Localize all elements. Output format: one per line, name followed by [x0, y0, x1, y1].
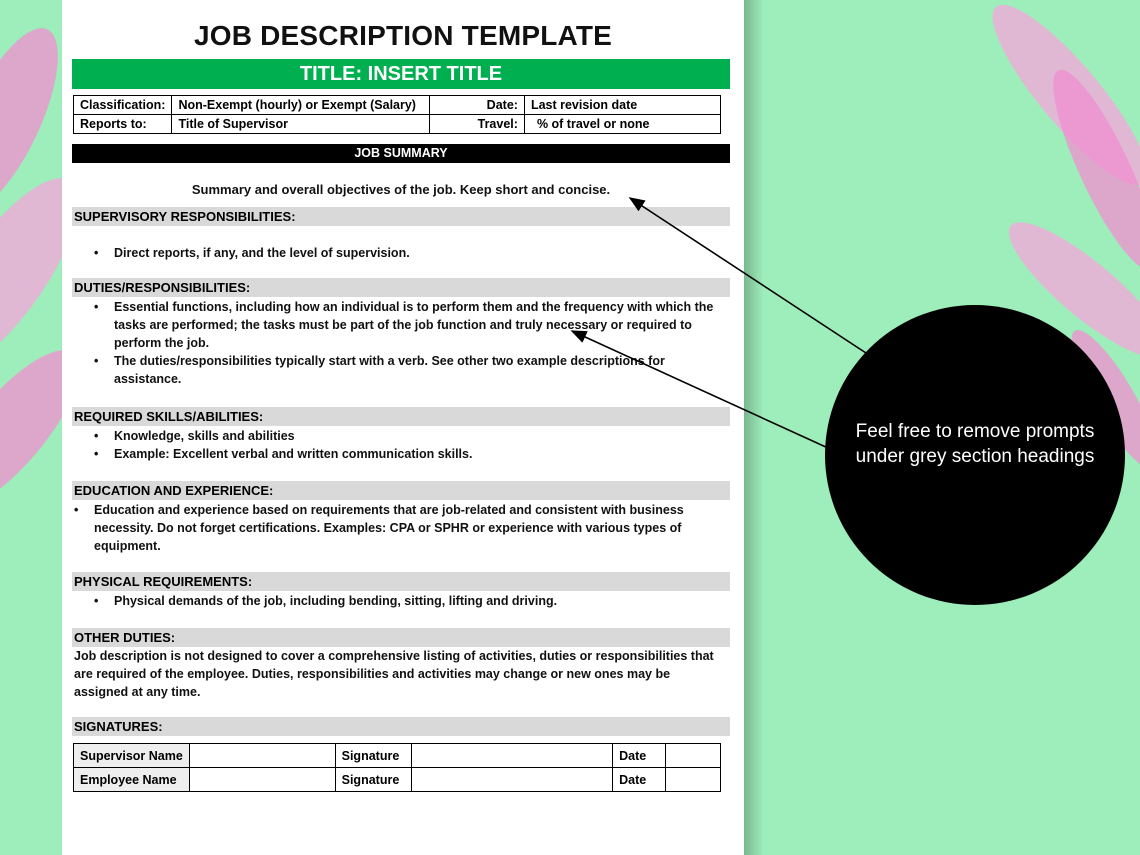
section-heading-physical: PHYSICAL REQUIREMENTS:: [72, 572, 730, 591]
travel-value[interactable]: % of travel or none: [524, 115, 720, 134]
bullet-icon: •: [94, 594, 99, 608]
bullet-icon: •: [94, 354, 99, 368]
date-label: Date:: [430, 96, 525, 115]
list-item-text: The duties/responsibilities typically start with a verb. See other two example descriptions for assistance.: [114, 354, 665, 386]
section-heading-skills: REQUIRED SKILLS/ABILITIES:: [72, 407, 730, 426]
classification-value[interactable]: Non-Exempt (hourly) or Exempt (Salary): [172, 96, 430, 115]
reports-to-label: Reports to:: [74, 115, 172, 134]
callout-line-2: under grey section headings: [855, 446, 1095, 467]
employee-signature-label: Signature: [335, 768, 411, 792]
section-heading-supervisory: SUPERVISORY RESPONSIBILITIES:: [72, 207, 730, 226]
other-duties-text[interactable]: Job description is not designed to cover a comprehensive listing of activities, duties or responsibilities that are required of the employee. Duties, responsibilities and activities may change or new ones may be assigned at any time.: [74, 649, 714, 699]
employee-name-label: Employee Name: [74, 768, 190, 792]
reports-to-value[interactable]: Title of Supervisor: [172, 115, 430, 134]
supervisor-signature-label: Signature: [335, 744, 411, 768]
callout-bubble: [825, 305, 1125, 605]
bullet-icon: •: [94, 300, 99, 314]
bullet-icon: •: [94, 447, 99, 461]
supervisor-date-label: Date: [613, 744, 666, 768]
supervisor-name-label: Supervisor Name: [74, 744, 190, 768]
arrow-to-duties: [572, 331, 828, 448]
employee-date-label: Date: [613, 768, 666, 792]
callout-line-1: Feel free to remove prompts: [855, 421, 1095, 442]
list-item-text: Knowledge, skills and abilities: [114, 429, 295, 443]
section-heading-other-duties: OTHER DUTIES:: [72, 628, 730, 647]
bullet-icon: •: [94, 246, 99, 260]
classification-label: Classification:: [74, 96, 172, 115]
arrow-to-summary: [630, 198, 866, 353]
list-item-text: Example: Excellent verbal and written communication skills.: [114, 447, 473, 461]
job-summary-heading: JOB SUMMARY: [72, 144, 730, 163]
section-heading-education: EDUCATION AND EXPERIENCE:: [72, 481, 730, 500]
section-heading-signatures: SIGNATURES:: [72, 717, 730, 736]
title-bar[interactable]: TITLE: INSERT TITLE: [72, 59, 730, 89]
document-heading: JOB DESCRIPTION TEMPLATE: [193, 20, 613, 51]
list-item-text: Direct reports, if any, and the level of supervision.: [114, 246, 410, 260]
bullet-icon: •: [74, 503, 79, 517]
bullet-icon: •: [94, 429, 99, 443]
list-item-text: Education and experience based on requirements that are job-related and consistent with business necessity. Do not forget certifications. Examples: CPA or SPHR or experience with various types of equipment.: [94, 503, 684, 553]
travel-label: Travel:: [430, 115, 525, 134]
date-value[interactable]: Last revision date: [524, 96, 720, 115]
section-heading-duties: DUTIES/RESPONSIBILITIES:: [72, 278, 730, 297]
job-summary-text[interactable]: Summary and overall objectives of the job. Keep short and concise.: [191, 182, 611, 197]
list-item-text: Essential functions, including how an individual is to perform them and the frequency with which the tasks are performed; the tasks must be part of the job function and truly necessary or required to perform the job.: [114, 300, 714, 350]
list-item-text: Physical demands of the job, including bending, sitting, lifting and driving.: [114, 594, 558, 608]
